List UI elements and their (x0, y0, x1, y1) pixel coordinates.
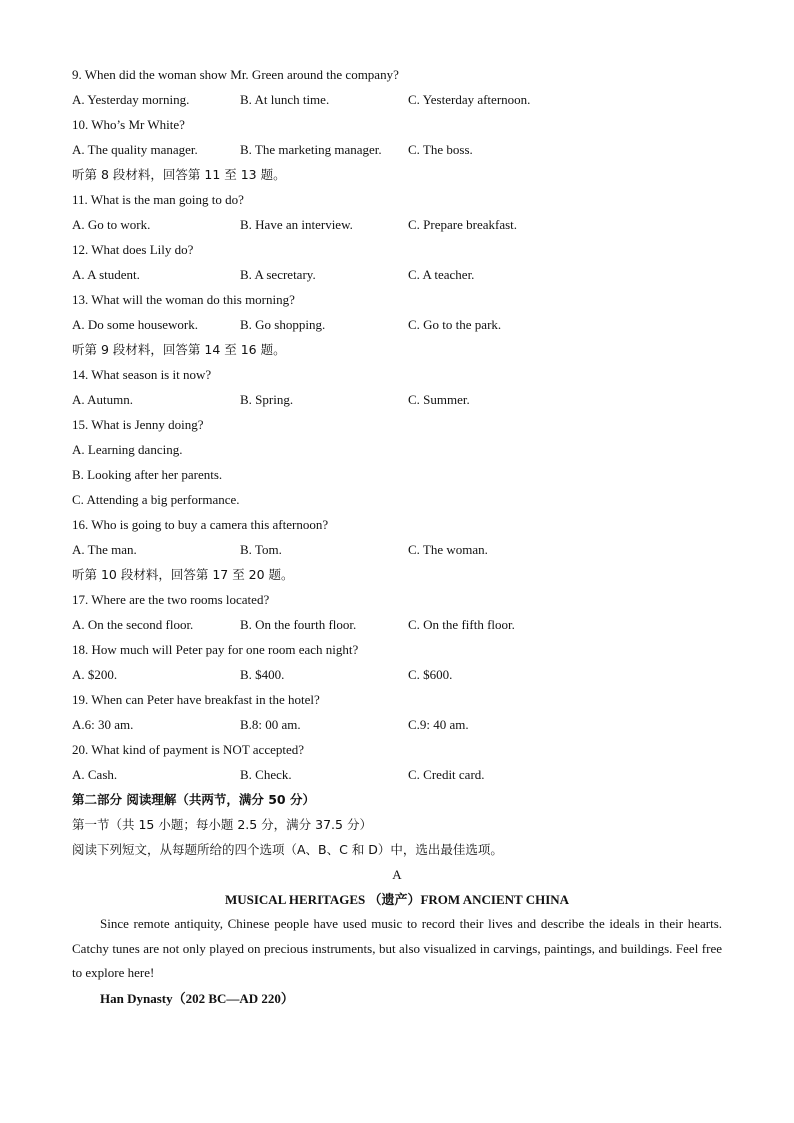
question-20-options (72, 762, 722, 787)
question-14-options (72, 387, 722, 412)
question-15: 15. What is Jenny doing? (72, 417, 204, 432)
question-18: 18. How much will Peter pay for one room each night? (72, 642, 359, 657)
question-9: 9. When did the woman show Mr. Green around the company? (72, 67, 399, 82)
question-19: 19. When can Peter have breakfast in the hotel? (72, 692, 320, 707)
question-19-options (72, 712, 722, 737)
option-a: A. Go to work. (72, 217, 151, 232)
option-a: A. $200. (72, 667, 118, 682)
option-a: A. The quality manager. (72, 142, 198, 157)
option-a: A. A student. (72, 267, 140, 282)
question-13: 13. What will the woman do this morning? (72, 292, 295, 307)
option-c: C.9: 40 am. (408, 717, 469, 732)
passage-paragraph: Since remote antiquity, Chinese people have used music to record their lives and describe the ideals in their hearts. Catchy tunes are not only played on precious instruments, but also visualized in carvings, paintings, and buildings. Feel free to explore here! (72, 916, 722, 980)
question-11-options (72, 212, 722, 237)
option-b: B. Check. (240, 767, 292, 782)
question-12: 12. What does Lily do? (72, 242, 194, 257)
instruction-section-8: 听第 8 段材料，回答第 11 至 13 题。 (72, 167, 286, 182)
passage-subheading: Han Dynasty（202 BC—AD 220） (100, 990, 294, 1006)
question-11: 11. What is the man going to do? (72, 192, 244, 207)
option-b: B. Spring. (240, 392, 294, 407)
question-20: 20. What kind of payment is NOT accepted? (72, 742, 305, 757)
option-b: B.8: 00 am. (240, 717, 301, 732)
question-12-options (72, 262, 722, 287)
question-14: 14. What season is it now? (72, 367, 212, 382)
question-13-options (72, 312, 722, 337)
option-b: B. Looking after her parents. (72, 467, 223, 482)
question-16: 16. Who is going to buy a camera this afternoon? (72, 517, 329, 532)
option-b: B. A secretary. (240, 267, 316, 282)
option-b: B. Have an interview. (240, 217, 353, 232)
option-a: A. Cash. (72, 767, 118, 782)
option-b: B. $400. (240, 667, 285, 682)
option-b: B. Go shopping. (240, 317, 326, 332)
question-10: 10. Who’s Mr White? (72, 117, 185, 132)
option-a: A. The man. (72, 542, 137, 557)
question-10-options (72, 137, 722, 162)
reading-directions: 阅读下列短文，从每题所给的四个选项（A、B、C 和 D）中，选出最佳选项。 (72, 842, 503, 857)
option-c: C. Credit card. (408, 767, 485, 782)
instruction-section-10: 听第 10 段材料，回答第 17 至 20 题。 (72, 567, 294, 582)
option-b: B. On the fourth floor. (240, 617, 357, 632)
option-c: C. On the fifth floor. (408, 617, 515, 632)
instruction-section-9: 听第 9 段材料，回答第 14 至 16 题。 (72, 342, 286, 357)
question-17-options (72, 612, 722, 637)
option-c: C. Go to the park. (408, 317, 502, 332)
option-c: C. $600. (408, 667, 453, 682)
option-a: A. On the second floor. (72, 617, 194, 632)
option-b: B. The marketing manager. (240, 142, 382, 157)
option-a: A. Yesterday morning. (72, 92, 190, 107)
question-18-options (72, 662, 722, 687)
exam-page (72, 62, 722, 1011)
question-17: 17. Where are the two rooms located? (72, 592, 270, 607)
option-b: B. Tom. (240, 542, 282, 557)
section-1-heading: 第一节（共 15 小题；每小题 2.5 分，满分 37.5 分） (72, 817, 372, 832)
part-2-heading: 第二部分 阅读理解（共两节，满分 50 分） (72, 792, 315, 807)
option-c: C. A teacher. (408, 267, 475, 282)
option-c: C. The woman. (408, 542, 488, 557)
option-a: A. Autumn. (72, 392, 134, 407)
option-a: A. Do some housework. (72, 317, 199, 332)
passage-title: MUSICAL HERITAGES （遗产）FROM ANCIENT CHINA (224, 892, 570, 907)
option-c: C. Prepare breakfast. (408, 217, 518, 232)
option-a: A. Learning dancing. (72, 442, 183, 457)
passage-letter: A (392, 867, 402, 882)
option-c: C. Summer. (408, 392, 470, 407)
option-c: C. Yesterday afternoon. (408, 92, 531, 107)
option-a: A.6: 30 am. (72, 717, 134, 732)
option-b: B. At lunch time. (240, 92, 330, 107)
question-9-options (72, 87, 722, 112)
option-c: C. The boss. (408, 142, 473, 157)
question-16-options (72, 537, 722, 562)
option-c: C. Attending a big performance. (72, 492, 240, 507)
